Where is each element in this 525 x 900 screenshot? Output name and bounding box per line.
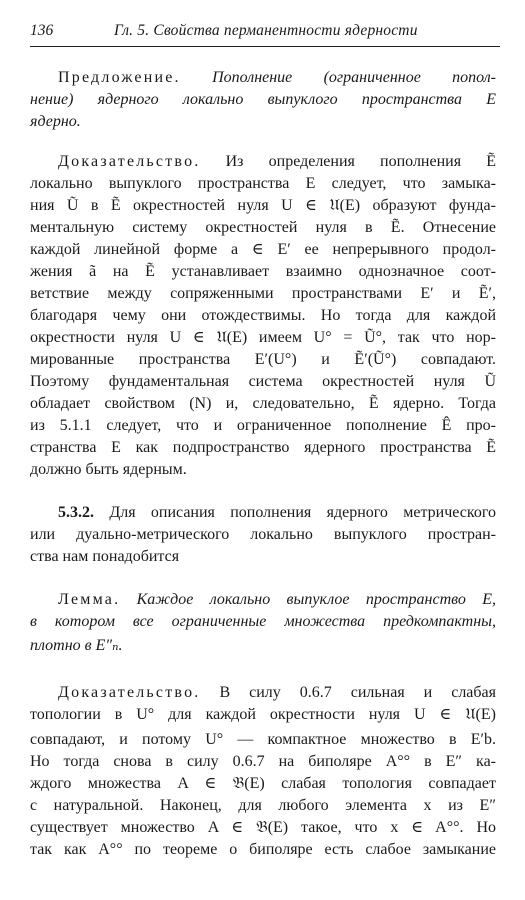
proof1-line: окрестности нуля U ∈ 𝔘(E) имеем U° = Ũ°, так что нор- [30,329,496,346]
proof1-line: ния Ũ в Ẽ окрестностей нуля U ∈ 𝔘(E) образуют фунда- [30,197,496,214]
proof1-line: локально выпуклого пространства E следует, что замыка- [30,175,496,192]
proof2-first: В силу 0.6.7 сильная и слабая [219,684,497,701]
proof1-line: мированные пространства E′(U°) и Ẽ′(Ũ°) совпадают. [30,351,496,368]
proposition-line-3: ядерно. [30,113,81,130]
lemma-label: Лемма. [58,591,121,608]
proof2-line: с натуральной. Наконец, для любого элемента x из E″ [30,797,496,814]
running-header [30,20,500,47]
section-line-1 [58,503,496,525]
proof1-line: должно быть ядерным. [30,461,187,478]
proof1-label: Доказательство. [58,153,201,170]
proof1-first: Из определения пополнения Ẽ [225,153,496,170]
lemma-first: Каждое локально выпуклое пространство E, [136,591,497,608]
proof2-line: совпадают, и потому U° — компактное множество в E′b. [30,731,496,748]
proof1-line: ментальную систему окрестностей нуля в Ẽ. Отнесение [30,219,496,236]
proposition-line-1 [58,68,496,90]
lemma-line: плотно в E″ₙ. [30,637,123,654]
proof2-line: топологии в U° для каждой окрестности нуля U ∈ 𝔘(E) [30,706,496,723]
proof1-line: ветствие между сопряженными пространствами E′ и Ẽ′, [30,285,496,302]
section-number: 5.3.2. [58,504,94,521]
proposition-label: Предложение. [58,69,181,86]
proof2-line: ждого множества A ∈ 𝔅(E) слабая топология совпадает [30,775,496,792]
section-first: Для описания пополнения ядерного метрического [109,504,497,521]
proof2-line: так как A°° по теореме о биполяре есть слабое замыкание [30,841,496,858]
proof1-line: каждой линейной форме a ∈ E′ ее непрерывного продол- [30,241,496,258]
proof1-line: странства E как подпространство ядерного пространства Ẽ [30,439,496,456]
running-title: Гл. 5. Свойства перманентности ядерности [114,22,418,39]
proof1-line: благодаря чему они отождествимы. Но тогда для каждой [30,307,496,324]
proof1-line: обладает свойством (N) и, следовательно, Ẽ ядерно. Тогда [30,395,496,412]
proof1-line: жения ã на Ẽ устанавливает взаимно однозначное соот- [30,263,496,280]
proof2-line: существует множество A ∈ 𝔅(E) такое, что x ∈ A°°. Но [30,819,496,836]
page-number: 136 [30,22,54,39]
proposition-text: Пополнение (ограниченное попол- [212,69,497,86]
proof2-line: Но тогда снова в силу 0.6.7 на биполяре A°° в E″ ка- [30,753,497,770]
proof2-line-1 [58,683,496,705]
section-line: ства нам понадобится [30,548,180,565]
lemma-line: в котором все ограниченные множества предкомпактны, [30,613,496,630]
proof1-line-1 [58,152,496,174]
proof1-line: из 5.1.1 следует, что и ограниченное пополнение Ê про- [30,417,496,434]
section-line: или дуально-метрического локально выпуклого простран- [30,526,496,543]
lemma-line-1 [58,590,496,612]
proof1-line: Поэтому фундаментальная система окрестностей нуля Ũ [30,373,496,390]
proposition-line-2: нение) ядерного локально выпуклого пространства E [30,91,496,108]
proof2-label: Доказательство. [58,684,201,701]
